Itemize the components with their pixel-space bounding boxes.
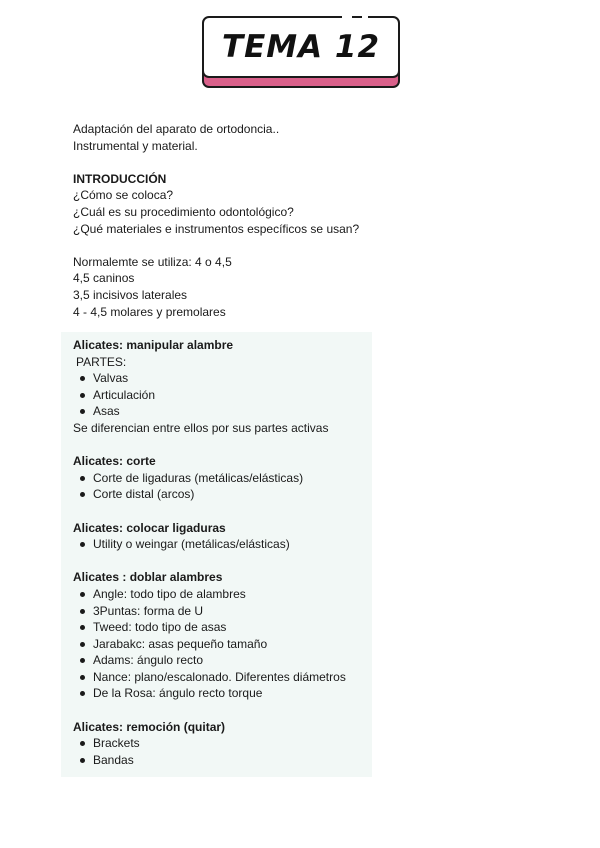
section-heading-corte: Alicates: corte — [73, 454, 156, 469]
list-item: Bandas — [73, 752, 373, 769]
list-item: 3Puntas: forma de U — [73, 603, 373, 620]
intro-line: Instrumental y material. — [73, 138, 198, 153]
manipular-note: Se diferencian entre ellos por sus partes activas — [73, 420, 329, 435]
title-notch — [362, 13, 368, 19]
alicates-content — [73, 337, 373, 768]
ligaduras-list — [73, 536, 373, 553]
manipular-list — [73, 370, 373, 420]
section-heading-manipular: Alicates: manipular alambre — [73, 338, 234, 352]
normal-line: 3,5 incisivos laterales — [73, 287, 188, 302]
list-item: Angle: todo tipo de alambres — [73, 586, 373, 603]
list-item: Tweed: todo tipo de asas — [73, 619, 373, 636]
main-content — [73, 121, 393, 320]
parts-label: PARTES: — [76, 354, 127, 369]
title-notch — [342, 13, 352, 19]
normal-line: 4,5 caninos — [73, 271, 135, 286]
question-line: ¿Cuál es su procedimiento odontológico? — [73, 204, 294, 219]
corte-list — [73, 470, 373, 503]
page-title: TEMA 12 — [221, 29, 381, 65]
title-box — [202, 16, 400, 78]
list-item: Brackets — [73, 735, 373, 752]
list-item: Corte distal (arcos) — [73, 486, 373, 503]
section-heading-doblar: Alicates : doblar alambres — [73, 570, 223, 585]
question-line: ¿Cómo se coloca? — [73, 188, 174, 203]
list-item: Asas — [73, 403, 373, 420]
normal-line: 4 - 4,5 molares y premolares — [73, 304, 226, 319]
list-item: De la Rosa: ángulo recto torque — [73, 685, 373, 702]
intro-line: Adaptación del aparato de ortodoncia.. — [73, 122, 280, 136]
question-line: ¿Qué materiales e instrumentos específicos se usan? — [73, 221, 360, 236]
normal-line: Normalemte se utiliza: 4 o 4,5 — [73, 254, 232, 269]
list-item: Jarabakc: asas pequeño tamaño — [73, 636, 373, 653]
section-heading-remocion: Alicates: remoción (quitar) — [73, 719, 226, 734]
remocion-list — [73, 735, 373, 768]
doblar-list — [73, 586, 373, 702]
list-item: Valvas — [73, 370, 373, 387]
list-item: Articulación — [73, 387, 373, 404]
list-item: Utility o weingar (metálicas/elásticas) — [73, 536, 373, 553]
introduccion-heading: INTRODUCCIÓN — [73, 171, 167, 186]
list-item: Adams: ángulo recto — [73, 652, 373, 669]
title-banner — [202, 16, 398, 88]
list-item: Corte de ligaduras (metálicas/elásticas) — [73, 470, 373, 487]
list-item: Nance: plano/escalonado. Diferentes diámetros — [73, 669, 373, 686]
section-heading-ligaduras: Alicates: colocar ligaduras — [73, 520, 226, 535]
